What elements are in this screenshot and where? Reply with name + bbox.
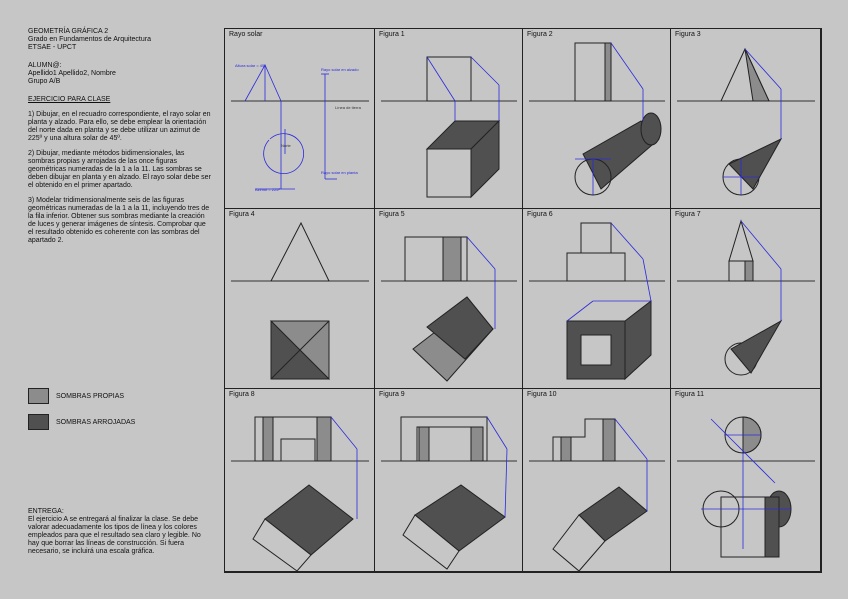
cell-title: Figura 2	[527, 31, 553, 38]
svg-text:Azimut = 225º: Azimut = 225º	[255, 187, 280, 192]
cell-title: Figura 4	[229, 211, 255, 218]
cell-figura-2	[523, 29, 671, 209]
cell-title: Figura 3	[675, 31, 701, 38]
cell-figura-5	[375, 209, 523, 389]
cell-title: Figura 5	[379, 211, 405, 218]
cell-figura-8	[225, 389, 375, 572]
delivery-heading: ENTREGA:	[28, 508, 64, 515]
cell-title: Figura 7	[675, 211, 701, 218]
degree-line: Grado en Fundamentos de Arquitectura	[28, 36, 151, 43]
svg-text:Rayo solar en alzado: Rayo solar en alzado	[321, 67, 359, 72]
student-block	[28, 62, 213, 86]
legend-cast-shadow	[28, 414, 135, 430]
cast-shadow-label: SOMBRAS ARROJADAS	[56, 418, 136, 426]
cell-title: Figura 1	[379, 31, 405, 38]
cell-title: Figura 8	[229, 391, 255, 398]
own-shadow-swatch	[28, 388, 49, 404]
course-title: GEOMETRÍA GRÁFICA 2	[28, 28, 109, 35]
exercise-block	[28, 96, 213, 245]
svg-text:Norte: Norte	[281, 143, 291, 148]
school-line: ETSAE - UPCT	[28, 44, 77, 51]
figure-5-drawing	[375, 209, 523, 389]
exercise-point-3: 3) Modelar tridimensionalmente seis de las figuras geométricas numeradas de la 1 a la 11, incluyendo tres de la fila inferior. Obtener sus sombras mediante la creación de luces y generar imágenes de síntesis. Comprobar que el resultado obtenido es coherente con las sombras del apartado 2.	[28, 197, 210, 244]
sun-ray-drawing	[225, 29, 375, 209]
cell-figura-1	[375, 29, 523, 209]
cell-title: Rayo solar	[229, 31, 263, 38]
figure-1-drawing	[375, 29, 523, 209]
figure-11-drawing	[671, 389, 821, 572]
svg-text:Rayo solar en planta: Rayo solar en planta	[321, 170, 358, 175]
header-block	[28, 28, 213, 52]
exercise-point-1: 1) Dibujar, en el recuadro correspondiente, el rayo solar en planta y alzado. Para ello, se debe emplear la orientación del norte dada en planta y se debe utilizar un azimut de 225º y una altura solar de 45º.	[28, 111, 211, 142]
cell-title: Figura 10	[527, 391, 557, 398]
cast-shadow-swatch	[28, 414, 49, 430]
legend-own-shadow	[28, 388, 135, 404]
student-name: Apellido1 Apellido2, Nombre	[28, 70, 116, 77]
cell-figura-11	[671, 389, 821, 572]
delivery-text: El ejercicio A se entregará al finalizar la clase. Se debe valorar adecuadamente los tipos de línea y los colores empleados para que el resultado sea claro y legible. No hay que borrar las líneas de construcción. Si fuera necesario, se incluirá una escala gráfica.	[28, 516, 201, 555]
figure-10-drawing	[523, 389, 671, 572]
cell-figura-7	[671, 209, 821, 389]
own-shadow-label: SOMBRAS PROPIAS	[56, 392, 125, 400]
svg-text:Altura solar = 45º: Altura solar = 45º	[235, 63, 266, 68]
student-group: Grupo A/B	[28, 78, 61, 85]
cell-figura-9	[375, 389, 523, 572]
cell-rayo-solar	[225, 29, 375, 209]
legend	[28, 388, 135, 440]
exercise-heading: EJERCICIO PARA CLASE	[28, 96, 111, 103]
delivery-block	[28, 508, 208, 556]
svg-text:Línea de tierra: Línea de tierra	[335, 105, 361, 110]
left-panel	[28, 28, 213, 252]
cell-title: Figura 6	[527, 211, 553, 218]
figure-7-drawing	[671, 209, 821, 389]
figure-8-drawing	[225, 389, 375, 572]
figure-4-drawing	[225, 209, 375, 389]
figure-9-drawing	[375, 389, 523, 572]
cell-figura-6	[523, 209, 671, 389]
cell-figura-10	[523, 389, 671, 572]
cell-figura-3	[671, 29, 821, 209]
cell-title: Figura 11	[675, 391, 705, 398]
figure-grid	[224, 28, 822, 573]
student-label: ALUMN@:	[28, 62, 62, 69]
figure-3-drawing	[671, 29, 821, 209]
figure-2-drawing	[523, 29, 671, 209]
cell-figura-4	[225, 209, 375, 389]
figure-6-drawing	[523, 209, 671, 389]
cell-title: Figura 9	[379, 391, 405, 398]
exercise-point-2: 2) Dibujar, mediante métodos bidimensionales, las sombras propias y arrojadas de las once figuras geométricas numeradas de la 1 a la 11. Las sombras se deben dibujar en planta y en alzado. El rayo solar debe ser el obtenido en el primer apartado.	[28, 150, 211, 189]
